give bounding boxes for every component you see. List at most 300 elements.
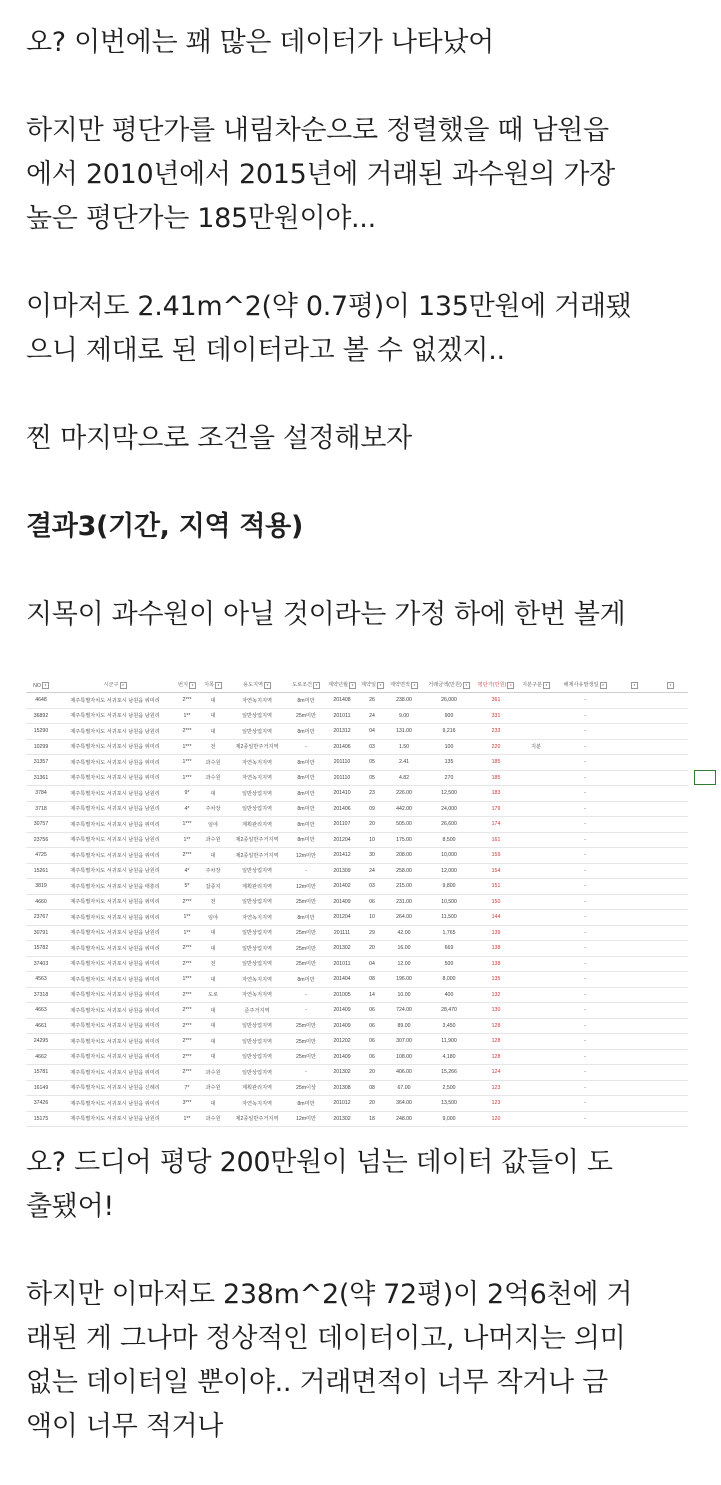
table-cell[interactable] bbox=[652, 1096, 688, 1112]
table-cell[interactable]: 대 bbox=[200, 724, 226, 740]
table-cell[interactable]: 128 bbox=[474, 1018, 518, 1034]
table-cell[interactable]: - bbox=[554, 1065, 616, 1081]
table-cell[interactable]: 1,765 bbox=[424, 925, 474, 941]
table-cell[interactable] bbox=[518, 1034, 554, 1050]
table-cell[interactable]: 자연녹지지역 bbox=[226, 910, 288, 926]
table-cell[interactable]: 9,216 bbox=[424, 724, 474, 740]
table-cell[interactable]: 233 bbox=[474, 724, 518, 740]
table-cell[interactable] bbox=[518, 972, 554, 988]
table-cell[interactable]: 과수원 bbox=[200, 1080, 226, 1096]
table-cell[interactable] bbox=[616, 1049, 652, 1065]
table-cell[interactable]: 25m미만 bbox=[288, 894, 324, 910]
table-cell[interactable]: - bbox=[554, 941, 616, 957]
table-cell[interactable]: 일반상업지역 bbox=[226, 786, 288, 802]
table-cell[interactable]: 대 bbox=[200, 786, 226, 802]
table-cell[interactable]: - bbox=[554, 987, 616, 1003]
table-cell[interactable]: 361 bbox=[474, 693, 518, 709]
filter-dropdown-icon[interactable]: ▾ bbox=[600, 682, 607, 689]
table-cell[interactable]: 25m미만 bbox=[288, 925, 324, 941]
table-cell[interactable]: 331 bbox=[474, 708, 518, 724]
table-cell[interactable]: 03 bbox=[360, 739, 384, 755]
table-cell[interactable]: 2*** bbox=[174, 1003, 200, 1019]
table-cell[interactable]: - bbox=[288, 1065, 324, 1081]
table-cell[interactable]: 9.00 bbox=[384, 708, 424, 724]
table-cell[interactable]: 18 bbox=[360, 1111, 384, 1127]
table-cell[interactable]: 1*** bbox=[174, 739, 200, 755]
table-cell[interactable]: 89.00 bbox=[384, 1018, 424, 1034]
table-cell[interactable]: 30 bbox=[360, 848, 384, 864]
table-cell[interactable]: 183 bbox=[474, 786, 518, 802]
table-cell[interactable] bbox=[652, 1080, 688, 1096]
table-cell[interactable]: 13,500 bbox=[424, 1096, 474, 1112]
table-cell[interactable]: 8m미만 bbox=[288, 1096, 324, 1112]
filter-dropdown-icon[interactable]: ▾ bbox=[189, 682, 196, 689]
table-cell[interactable]: 계획관리지역 bbox=[226, 817, 288, 833]
table-cell[interactable]: 일반상업지역 bbox=[226, 956, 288, 972]
table-cell[interactable]: 201404 bbox=[324, 972, 360, 988]
column-header[interactable] bbox=[26, 678, 56, 693]
table-cell[interactable]: 제주특별자치도 서귀포시 남원읍 남원리 bbox=[56, 724, 174, 740]
table-cell[interactable]: 일반상업지역 bbox=[226, 1034, 288, 1050]
table-cell[interactable]: 08 bbox=[360, 972, 384, 988]
table-cell[interactable]: - bbox=[554, 708, 616, 724]
table-cell[interactable]: 25m미만 bbox=[288, 1018, 324, 1034]
table-cell[interactable]: 226.00 bbox=[384, 786, 424, 802]
table-cell[interactable]: 제주특별자치도 서귀포시 남원읍 위미리 bbox=[56, 817, 174, 833]
table-cell[interactable]: 8m미만 bbox=[288, 972, 324, 988]
table-cell[interactable] bbox=[518, 693, 554, 709]
table-cell[interactable] bbox=[616, 1096, 652, 1112]
table-cell[interactable]: 일반상업지역 bbox=[226, 801, 288, 817]
table-cell[interactable]: 8m미만 bbox=[288, 832, 324, 848]
table-cell[interactable] bbox=[652, 1111, 688, 1127]
column-header[interactable] bbox=[474, 678, 518, 693]
table-cell[interactable]: - bbox=[554, 693, 616, 709]
table-cell[interactable]: 2,500 bbox=[424, 1080, 474, 1096]
table-cell[interactable] bbox=[518, 941, 554, 957]
table-cell[interactable]: 8m미만 bbox=[288, 693, 324, 709]
table-cell[interactable]: 대 bbox=[200, 1034, 226, 1050]
table-cell[interactable]: 500 bbox=[424, 956, 474, 972]
column-header[interactable] bbox=[554, 678, 616, 693]
table-cell[interactable]: 과수원 bbox=[200, 832, 226, 848]
table-cell[interactable]: 264.00 bbox=[384, 910, 424, 926]
table-cell[interactable]: 대 bbox=[200, 972, 226, 988]
table-cell[interactable] bbox=[518, 894, 554, 910]
table-cell[interactable] bbox=[652, 1003, 688, 1019]
column-header[interactable] bbox=[616, 678, 652, 693]
table-cell[interactable]: 138 bbox=[474, 941, 518, 957]
table-cell[interactable]: 8m미만 bbox=[288, 817, 324, 833]
table-cell[interactable]: 주차장 bbox=[200, 801, 226, 817]
table-cell[interactable]: 제2종일반주거지역 bbox=[226, 832, 288, 848]
table-cell[interactable]: - bbox=[288, 739, 324, 755]
table-cell[interactable]: 7* bbox=[174, 1080, 200, 1096]
table-cell[interactable]: 201107 bbox=[324, 817, 360, 833]
table-cell[interactable]: 175.00 bbox=[384, 832, 424, 848]
table-cell[interactable]: 4662 bbox=[26, 1049, 56, 1065]
table-cell[interactable]: 05 bbox=[360, 755, 384, 771]
table-cell[interactable]: - bbox=[554, 832, 616, 848]
table-cell[interactable]: 37318 bbox=[26, 987, 56, 1003]
table-cell[interactable]: 406.00 bbox=[384, 1065, 424, 1081]
table-cell[interactable]: 1*** bbox=[174, 972, 200, 988]
table-cell[interactable]: 258.00 bbox=[384, 863, 424, 879]
table-cell[interactable]: 10299 bbox=[26, 739, 56, 755]
table-cell[interactable] bbox=[652, 770, 688, 786]
table-cell[interactable]: 3*** bbox=[174, 1096, 200, 1112]
filter-dropdown-icon[interactable]: ▾ bbox=[42, 682, 49, 689]
table-cell[interactable]: 자연녹지지역 bbox=[226, 770, 288, 786]
table-cell[interactable] bbox=[518, 786, 554, 802]
table-cell[interactable]: 9,000 bbox=[424, 1111, 474, 1127]
table-cell[interactable]: 자연녹지지역 bbox=[226, 755, 288, 771]
table-cell[interactable] bbox=[616, 894, 652, 910]
filter-dropdown-icon[interactable]: ▾ bbox=[313, 682, 320, 689]
table-cell[interactable]: 24295 bbox=[26, 1034, 56, 1050]
table-cell[interactable] bbox=[616, 724, 652, 740]
table-cell[interactable]: - bbox=[288, 987, 324, 1003]
table-cell[interactable]: - bbox=[554, 894, 616, 910]
table-cell[interactable]: 제주특별자치도 서귀포시 남원읍 위미리 bbox=[56, 972, 174, 988]
column-header[interactable] bbox=[226, 678, 288, 693]
table-cell[interactable] bbox=[652, 1065, 688, 1081]
table-cell[interactable] bbox=[616, 972, 652, 988]
filter-dropdown-icon[interactable]: ▾ bbox=[543, 682, 550, 689]
table-cell[interactable]: 36892 bbox=[26, 708, 56, 724]
table-cell[interactable]: 724.00 bbox=[384, 1003, 424, 1019]
table-cell[interactable] bbox=[518, 848, 554, 864]
table-cell[interactable]: 대 bbox=[200, 848, 226, 864]
table-cell[interactable]: 임야 bbox=[200, 910, 226, 926]
table-cell[interactable]: 150 bbox=[474, 894, 518, 910]
table-cell[interactable]: 1** bbox=[174, 1111, 200, 1127]
table-cell[interactable]: 139 bbox=[474, 925, 518, 941]
table-cell[interactable] bbox=[616, 1034, 652, 1050]
table-cell[interactable] bbox=[518, 1096, 554, 1112]
table-cell[interactable]: 12.00 bbox=[384, 956, 424, 972]
table-cell[interactable] bbox=[652, 848, 688, 864]
table-cell[interactable]: 4563 bbox=[26, 972, 56, 988]
table-cell[interactable]: 31357 bbox=[26, 755, 56, 771]
table-cell[interactable]: 201005 bbox=[324, 987, 360, 1003]
table-cell[interactable]: 2*** bbox=[174, 848, 200, 864]
table-cell[interactable] bbox=[616, 925, 652, 941]
table-cell[interactable] bbox=[652, 972, 688, 988]
table-cell[interactable]: 8m미만 bbox=[288, 755, 324, 771]
table-cell[interactable]: 248.00 bbox=[384, 1111, 424, 1127]
table-cell[interactable] bbox=[616, 1080, 652, 1096]
table-cell[interactable]: 제주특별자치도 서귀포시 남원읍 위미리 bbox=[56, 941, 174, 957]
table-cell[interactable]: - bbox=[554, 1034, 616, 1050]
table-cell[interactable]: 대 bbox=[200, 1049, 226, 1065]
table-cell[interactable]: 20 bbox=[360, 1065, 384, 1081]
table-cell[interactable]: 20 bbox=[360, 1096, 384, 1112]
table-cell[interactable] bbox=[518, 863, 554, 879]
table-cell[interactable] bbox=[616, 832, 652, 848]
table-cell[interactable]: 도로 bbox=[200, 987, 226, 1003]
table-cell[interactable]: 120 bbox=[474, 1111, 518, 1127]
table-cell[interactable] bbox=[518, 1080, 554, 1096]
table-cell[interactable] bbox=[616, 739, 652, 755]
column-header[interactable] bbox=[384, 678, 424, 693]
table-cell[interactable]: 10 bbox=[360, 910, 384, 926]
table-cell[interactable]: 201409 bbox=[324, 1049, 360, 1065]
table-cell[interactable]: 08 bbox=[360, 1080, 384, 1096]
filter-dropdown-icon[interactable]: ▾ bbox=[377, 682, 384, 689]
table-cell[interactable] bbox=[652, 910, 688, 926]
table-cell[interactable] bbox=[652, 879, 688, 895]
table-cell[interactable]: 220 bbox=[474, 739, 518, 755]
table-cell[interactable]: 15,266 bbox=[424, 1065, 474, 1081]
table-cell[interactable]: 제주특별자치도 서귀포시 남원읍 남원리 bbox=[56, 801, 174, 817]
table-cell[interactable]: 26 bbox=[360, 693, 384, 709]
table-cell[interactable]: 주차장 bbox=[200, 863, 226, 879]
column-header[interactable] bbox=[174, 678, 200, 693]
table-cell[interactable]: 201409 bbox=[324, 1003, 360, 1019]
table-cell[interactable]: 대 bbox=[200, 1018, 226, 1034]
column-header[interactable] bbox=[518, 678, 554, 693]
table-cell[interactable]: 24 bbox=[360, 708, 384, 724]
table-cell[interactable] bbox=[652, 832, 688, 848]
table-cell[interactable]: - bbox=[554, 739, 616, 755]
table-cell[interactable]: 24 bbox=[360, 863, 384, 879]
table-cell[interactable]: 23 bbox=[360, 786, 384, 802]
table-cell[interactable]: 215.00 bbox=[384, 879, 424, 895]
table-cell[interactable]: 제주특별자치도 서귀포시 남원읍 위미리 bbox=[56, 1049, 174, 1065]
table-cell[interactable]: 12,000 bbox=[424, 863, 474, 879]
table-cell[interactable]: 전 bbox=[200, 894, 226, 910]
table-cell[interactable]: 2*** bbox=[174, 1049, 200, 1065]
table-cell[interactable] bbox=[616, 708, 652, 724]
table-cell[interactable]: 1*** bbox=[174, 770, 200, 786]
table-cell[interactable]: 4661 bbox=[26, 1018, 56, 1034]
table-cell[interactable] bbox=[616, 1111, 652, 1127]
table-cell[interactable] bbox=[518, 1065, 554, 1081]
table-cell[interactable] bbox=[652, 755, 688, 771]
table-cell[interactable]: 대 bbox=[200, 925, 226, 941]
table-cell[interactable]: 201406 bbox=[324, 801, 360, 817]
table-cell[interactable]: 잡종지 bbox=[200, 879, 226, 895]
table-cell[interactable]: 15781 bbox=[26, 1065, 56, 1081]
table-cell[interactable] bbox=[518, 1111, 554, 1127]
table-cell[interactable]: 135 bbox=[424, 755, 474, 771]
table-cell[interactable]: 185 bbox=[474, 770, 518, 786]
table-cell[interactable] bbox=[518, 755, 554, 771]
table-cell[interactable]: 11,500 bbox=[424, 910, 474, 926]
table-cell[interactable] bbox=[616, 1065, 652, 1081]
table-cell[interactable]: - bbox=[554, 1096, 616, 1112]
table-cell[interactable] bbox=[616, 755, 652, 771]
table-cell[interactable]: - bbox=[554, 910, 616, 926]
table-cell[interactable]: 1** bbox=[174, 832, 200, 848]
table-cell[interactable]: 201011 bbox=[324, 956, 360, 972]
table-cell[interactable]: 과수원 bbox=[200, 770, 226, 786]
table-cell[interactable]: 과수원 bbox=[200, 755, 226, 771]
table-cell[interactable]: 151 bbox=[474, 879, 518, 895]
table-cell[interactable]: 31361 bbox=[26, 770, 56, 786]
table-cell[interactable]: 제주특별자치도 서귀포시 남원읍 위미리 bbox=[56, 693, 174, 709]
table-cell[interactable]: 20 bbox=[360, 941, 384, 957]
table-cell[interactable]: 3718 bbox=[26, 801, 56, 817]
table-cell[interactable]: 대 bbox=[200, 941, 226, 957]
table-cell[interactable]: 일반상업지역 bbox=[226, 1049, 288, 1065]
table-cell[interactable]: 3,450 bbox=[424, 1018, 474, 1034]
table-cell[interactable]: 201012 bbox=[324, 1096, 360, 1112]
table-cell[interactable]: 자연녹지지역 bbox=[226, 972, 288, 988]
table-cell[interactable]: 과수원 bbox=[200, 1111, 226, 1127]
table-cell[interactable] bbox=[616, 863, 652, 879]
table-cell[interactable]: 제주특별자치도 서귀포시 남원읍 위미리 bbox=[56, 1003, 174, 1019]
table-cell[interactable]: 대 bbox=[200, 708, 226, 724]
table-cell[interactable]: 42.00 bbox=[384, 925, 424, 941]
table-cell[interactable]: 1*** bbox=[174, 817, 200, 833]
table-cell[interactable]: - bbox=[554, 755, 616, 771]
table-cell[interactable] bbox=[616, 801, 652, 817]
table-cell[interactable] bbox=[518, 817, 554, 833]
table-cell[interactable]: 25m이상 bbox=[288, 1080, 324, 1096]
table-cell[interactable]: 201412 bbox=[324, 848, 360, 864]
table-cell[interactable]: 144 bbox=[474, 910, 518, 926]
table-cell[interactable] bbox=[616, 1003, 652, 1019]
table-cell[interactable] bbox=[518, 832, 554, 848]
table-cell[interactable] bbox=[652, 693, 688, 709]
table-cell[interactable]: 10.00 bbox=[384, 987, 424, 1003]
table-cell[interactable]: 제주특별자치도 서귀포시 남원읍 남원리 bbox=[56, 786, 174, 802]
table-cell[interactable]: 12m미만 bbox=[288, 1111, 324, 1127]
table-cell[interactable]: 04 bbox=[360, 724, 384, 740]
filter-dropdown-icon[interactable]: ▾ bbox=[667, 682, 674, 689]
table-cell[interactable] bbox=[518, 1003, 554, 1019]
table-cell[interactable]: 25m미만 bbox=[288, 1034, 324, 1050]
table-cell[interactable]: 201302 bbox=[324, 1111, 360, 1127]
selected-cell[interactable] bbox=[694, 770, 716, 785]
column-header[interactable] bbox=[288, 678, 324, 693]
table-cell[interactable]: 25m미만 bbox=[288, 1049, 324, 1065]
table-cell[interactable]: - bbox=[554, 925, 616, 941]
table-cell[interactable]: 12m미만 bbox=[288, 848, 324, 864]
table-cell[interactable]: 14 bbox=[360, 987, 384, 1003]
table-cell[interactable] bbox=[652, 925, 688, 941]
table-cell[interactable] bbox=[616, 1018, 652, 1034]
table-cell[interactable]: 132 bbox=[474, 987, 518, 1003]
table-cell[interactable]: 669 bbox=[424, 941, 474, 957]
table-cell[interactable]: 201409 bbox=[324, 1018, 360, 1034]
table-cell[interactable]: 제주특별자치도 서귀포시 남원읍 위미리 bbox=[56, 894, 174, 910]
table-cell[interactable]: 8,500 bbox=[424, 832, 474, 848]
table-cell[interactable] bbox=[652, 1049, 688, 1065]
table-cell[interactable]: 일반상업지역 bbox=[226, 724, 288, 740]
table-cell[interactable]: 28,470 bbox=[424, 1003, 474, 1019]
table-cell[interactable] bbox=[652, 817, 688, 833]
table-cell[interactable]: 12,500 bbox=[424, 786, 474, 802]
filter-dropdown-icon[interactable]: ▾ bbox=[631, 682, 638, 689]
table-cell[interactable] bbox=[652, 786, 688, 802]
table-cell[interactable]: 201202 bbox=[324, 1034, 360, 1050]
filter-dropdown-icon[interactable]: ▾ bbox=[507, 682, 514, 689]
table-cell[interactable]: 201406 bbox=[324, 739, 360, 755]
table-cell[interactable]: 2*** bbox=[174, 724, 200, 740]
table-cell[interactable]: - bbox=[554, 1111, 616, 1127]
table-cell[interactable]: 20 bbox=[360, 817, 384, 833]
table-cell[interactable]: - bbox=[554, 1018, 616, 1034]
table-cell[interactable]: 지분 bbox=[518, 739, 554, 755]
table-cell[interactable] bbox=[616, 987, 652, 1003]
table-cell[interactable]: 대 bbox=[200, 1003, 226, 1019]
table-cell[interactable]: 30757 bbox=[26, 817, 56, 833]
table-cell[interactable]: 4663 bbox=[26, 1003, 56, 1019]
table-cell[interactable]: 201302 bbox=[324, 1065, 360, 1081]
table-cell[interactable]: 4.82 bbox=[384, 770, 424, 786]
table-cell[interactable]: 8m미만 bbox=[288, 770, 324, 786]
table-cell[interactable] bbox=[518, 879, 554, 895]
table-cell[interactable]: 154 bbox=[474, 863, 518, 879]
column-header[interactable] bbox=[360, 678, 384, 693]
table-cell[interactable]: - bbox=[554, 1003, 616, 1019]
table-cell[interactable] bbox=[616, 879, 652, 895]
filter-dropdown-icon[interactable]: ▾ bbox=[349, 682, 356, 689]
table-cell[interactable]: 135 bbox=[474, 972, 518, 988]
table-cell[interactable]: 03 bbox=[360, 879, 384, 895]
table-cell[interactable] bbox=[616, 770, 652, 786]
table-cell[interactable]: 174 bbox=[474, 817, 518, 833]
table-cell[interactable]: 06 bbox=[360, 1018, 384, 1034]
table-cell[interactable]: 제주특별자치도 서귀포시 남원읍 위미리 bbox=[56, 1096, 174, 1112]
table-cell[interactable]: 25m미만 bbox=[288, 708, 324, 724]
table-cell[interactable]: 3784 bbox=[26, 786, 56, 802]
table-cell[interactable]: 131.00 bbox=[384, 724, 424, 740]
table-cell[interactable]: 제주특별자치도 서귀포시 남원읍 남원리 bbox=[56, 925, 174, 941]
table-cell[interactable]: 임야 bbox=[200, 817, 226, 833]
table-cell[interactable]: 9* bbox=[174, 786, 200, 802]
table-cell[interactable]: 8m미만 bbox=[288, 910, 324, 926]
table-cell[interactable]: 185 bbox=[474, 755, 518, 771]
column-header[interactable] bbox=[324, 678, 360, 693]
table-cell[interactable]: 201110 bbox=[324, 755, 360, 771]
table-cell[interactable]: 일반상업지역 bbox=[226, 941, 288, 957]
table-cell[interactable]: 400 bbox=[424, 987, 474, 1003]
filter-dropdown-icon[interactable]: ▾ bbox=[215, 682, 222, 689]
table-cell[interactable]: 04 bbox=[360, 956, 384, 972]
table-cell[interactable]: 11,900 bbox=[424, 1034, 474, 1050]
table-cell[interactable]: 제2종일반주거지역 bbox=[226, 848, 288, 864]
table-cell[interactable] bbox=[652, 863, 688, 879]
table-cell[interactable]: 124 bbox=[474, 1065, 518, 1081]
table-cell[interactable]: 201402 bbox=[324, 879, 360, 895]
table-cell[interactable]: 12m미만 bbox=[288, 879, 324, 895]
table-cell[interactable]: 자연녹지지역 bbox=[226, 987, 288, 1003]
table-cell[interactable]: 128 bbox=[474, 1034, 518, 1050]
table-cell[interactable]: 4,180 bbox=[424, 1049, 474, 1065]
table-cell[interactable]: 1** bbox=[174, 925, 200, 941]
table-cell[interactable]: 201408 bbox=[324, 693, 360, 709]
table-cell[interactable]: 제주특별자치도 서귀포시 남원읍 위미리 bbox=[56, 848, 174, 864]
table-cell[interactable]: - bbox=[554, 770, 616, 786]
table-cell[interactable]: 05 bbox=[360, 770, 384, 786]
table-cell[interactable]: - bbox=[554, 956, 616, 972]
table-cell[interactable]: 자연녹지지역 bbox=[226, 693, 288, 709]
table-cell[interactable]: 2*** bbox=[174, 1065, 200, 1081]
table-cell[interactable]: 10 bbox=[360, 832, 384, 848]
table-cell[interactable]: 제주특별자치도 서귀포시 남원읍 남원리 bbox=[56, 708, 174, 724]
table-cell[interactable]: - bbox=[554, 1049, 616, 1065]
table-cell[interactable]: - bbox=[554, 817, 616, 833]
table-cell[interactable] bbox=[616, 941, 652, 957]
table-cell[interactable] bbox=[518, 1018, 554, 1034]
table-cell[interactable]: 201308 bbox=[324, 1080, 360, 1096]
column-header[interactable] bbox=[424, 678, 474, 693]
table-cell[interactable]: 제주특별자치도 서귀포시 남원읍 신례리 bbox=[56, 1080, 174, 1096]
